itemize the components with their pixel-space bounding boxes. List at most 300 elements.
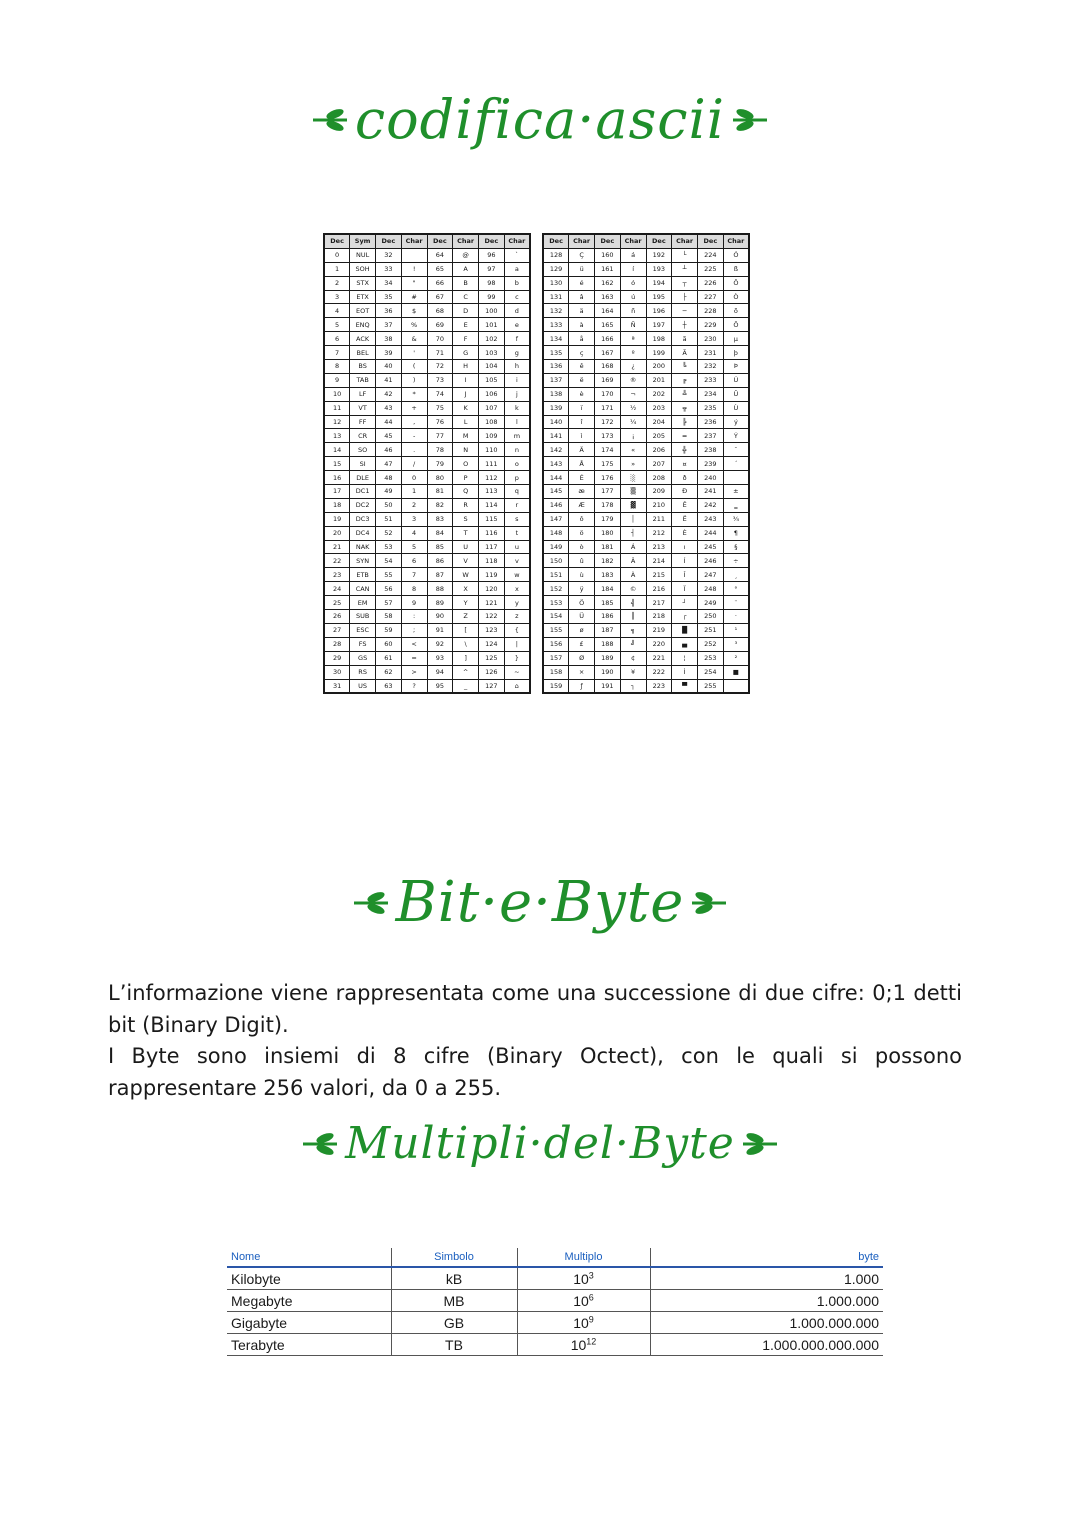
- ascii-dec-cell: 70: [427, 332, 453, 346]
- cell-simbolo: TB: [391, 1334, 517, 1356]
- ascii-sym-cell: DC4: [350, 526, 376, 540]
- column-header-nome: Nome: [227, 1248, 391, 1267]
- ascii-row: [543, 262, 749, 276]
- ascii-char-cell: Ï: [672, 582, 698, 596]
- ascii-char-cell: g: [504, 346, 530, 360]
- ascii-dec-cell: 39: [376, 346, 402, 360]
- ascii-char-cell: O: [453, 457, 479, 471]
- ascii-dec-cell: 113: [479, 485, 505, 499]
- ascii-char-cell: 8: [401, 582, 427, 596]
- ascii-column-header: Dec: [543, 234, 569, 248]
- ascii-dec-cell: 92: [427, 637, 453, 651]
- ascii-row: [324, 318, 530, 332]
- ascii-column-header: Sym: [350, 234, 376, 248]
- ascii-char-cell: a: [504, 262, 530, 276]
- ascii-dec-cell: 190: [595, 665, 621, 679]
- ascii-row: [324, 304, 530, 318]
- ascii-dec-cell: 228: [698, 304, 724, 318]
- multiplo-base: 10: [570, 1336, 587, 1353]
- ascii-row: [543, 651, 749, 665]
- ascii-dec-cell: 157: [543, 651, 569, 665]
- leaf-right-icon: [690, 891, 728, 915]
- ascii-dec-cell: 81: [427, 485, 453, 499]
- ascii-dec-cell: 196: [646, 304, 672, 318]
- ascii-char-cell: └: [672, 248, 698, 262]
- ascii-char-cell: ,: [401, 415, 427, 429]
- ascii-dec-cell: 122: [479, 610, 505, 624]
- ascii-table-image: [323, 233, 750, 694]
- ascii-char-cell: ¸: [723, 568, 749, 582]
- ascii-dec-cell: 231: [698, 346, 724, 360]
- ascii-sym-cell: DC1: [350, 485, 376, 499]
- ascii-char-cell: °: [723, 582, 749, 596]
- ascii-char-cell: b: [504, 276, 530, 290]
- ascii-char-cell: Î: [672, 568, 698, 582]
- ascii-char-cell: û: [569, 554, 595, 568]
- ascii-char-cell: t: [504, 526, 530, 540]
- ascii-char-cell: ▀: [672, 679, 698, 693]
- ascii-dec-cell: 106: [479, 387, 505, 401]
- ascii-char-cell: Ø: [569, 651, 595, 665]
- ascii-row: [543, 360, 749, 374]
- ascii-dec-cell: 25: [324, 596, 350, 610]
- ascii-row: [543, 610, 749, 624]
- ascii-char-cell: |: [504, 637, 530, 651]
- ascii-char-cell: ß: [723, 262, 749, 276]
- ascii-dec-cell: 38: [376, 332, 402, 346]
- ascii-char-cell: w: [504, 568, 530, 582]
- ascii-sym-cell: EM: [350, 596, 376, 610]
- ascii-dec-cell: 206: [646, 443, 672, 457]
- ascii-dec-cell: 248: [698, 582, 724, 596]
- ascii-char-cell: ║: [620, 610, 646, 624]
- ascii-dec-cell: 7: [324, 346, 350, 360]
- ascii-row: [543, 276, 749, 290]
- ascii-sym-cell: BS: [350, 360, 376, 374]
- ascii-dec-cell: 209: [646, 485, 672, 499]
- paragraph-byte: I Byte sono insiemi di 8 cifre (Binary Octect), con le quali si possono rappresentare 256 valori, da 0 a 255.: [108, 1044, 962, 1100]
- ascii-dec-cell: 166: [595, 332, 621, 346]
- ascii-char-cell: ▓: [620, 498, 646, 512]
- ascii-row: [543, 415, 749, 429]
- ascii-sym-cell: ETB: [350, 568, 376, 582]
- ascii-dec-cell: 109: [479, 429, 505, 443]
- ascii-dec-cell: 0: [324, 248, 350, 262]
- ascii-char-cell: Ü: [569, 610, 595, 624]
- ascii-sym-cell: US: [350, 679, 376, 693]
- ascii-dec-cell: 133: [543, 318, 569, 332]
- ascii-dec-cell: 250: [698, 610, 724, 624]
- ascii-dec-cell: 52: [376, 526, 402, 540]
- ascii-char-cell: N: [453, 443, 479, 457]
- ascii-char-cell: ": [401, 276, 427, 290]
- ascii-char-cell: Â: [620, 554, 646, 568]
- ascii-dec-cell: 117: [479, 540, 505, 554]
- ascii-char-cell: â: [569, 290, 595, 304]
- leaf-right-icon: [731, 108, 769, 132]
- table-row: [227, 1290, 883, 1312]
- ascii-char-cell: ¨: [723, 596, 749, 610]
- ascii-row: [543, 623, 749, 637]
- ascii-dec-cell: 138: [543, 387, 569, 401]
- ascii-dec-cell: 219: [646, 623, 672, 637]
- table-row: [227, 1267, 883, 1290]
- ascii-dec-cell: 178: [595, 498, 621, 512]
- ascii-char-cell: p: [504, 471, 530, 485]
- ascii-sym-cell: TAB: [350, 373, 376, 387]
- ascii-char-cell: ╬: [672, 443, 698, 457]
- ascii-dec-cell: 107: [479, 401, 505, 415]
- ascii-dec-cell: 13: [324, 429, 350, 443]
- ascii-row: [543, 318, 749, 332]
- ascii-sym-cell: FF: [350, 415, 376, 429]
- ascii-dec-cell: 61: [376, 651, 402, 665]
- ascii-sym-cell: LF: [350, 387, 376, 401]
- ascii-char-cell: þ: [723, 346, 749, 360]
- ascii-char-cell: «: [620, 443, 646, 457]
- ascii-dec-cell: 21: [324, 540, 350, 554]
- ascii-char-cell: ): [401, 373, 427, 387]
- ascii-char-cell: Å: [569, 457, 595, 471]
- ascii-char-cell: Ã: [672, 346, 698, 360]
- ascii-char-cell: æ: [569, 485, 595, 499]
- ascii-dec-cell: 195: [646, 290, 672, 304]
- ascii-char-cell: Ì: [672, 665, 698, 679]
- ascii-sym-cell: SI: [350, 457, 376, 471]
- ascii-char-cell: ÷: [723, 554, 749, 568]
- ascii-dec-cell: 42: [376, 387, 402, 401]
- ascii-dec-cell: 108: [479, 415, 505, 429]
- ascii-char-cell: Ó: [723, 248, 749, 262]
- ascii-row: [543, 248, 749, 262]
- ascii-row: [543, 471, 749, 485]
- ascii-dec-cell: 74: [427, 387, 453, 401]
- ascii-sym-cell: ESC: [350, 623, 376, 637]
- ascii-char-cell: 6: [401, 554, 427, 568]
- ascii-dec-cell: 187: [595, 623, 621, 637]
- ascii-dec-cell: 79: [427, 457, 453, 471]
- ascii-char-cell: ;: [401, 623, 427, 637]
- ascii-char-cell: ├: [672, 290, 698, 304]
- heading-bit-byte: [0, 870, 1080, 935]
- ascii-char-cell: Õ: [723, 318, 749, 332]
- ascii-row: [543, 429, 749, 443]
- ascii-char-cell: ─: [672, 304, 698, 318]
- ascii-char-cell: ƒ: [569, 679, 595, 693]
- ascii-dec-cell: 51: [376, 512, 402, 526]
- ascii-char-cell: ╠: [672, 415, 698, 429]
- ascii-char-cell: ╣: [620, 596, 646, 610]
- ascii-char-cell: D: [453, 304, 479, 318]
- ascii-dec-cell: 153: [543, 596, 569, 610]
- ascii-char-cell: n: [504, 443, 530, 457]
- ascii-dec-cell: 220: [646, 637, 672, 651]
- heading-multipli-byte: [0, 1118, 1080, 1169]
- ascii-char-cell: ï: [569, 401, 595, 415]
- ascii-dec-cell: 68: [427, 304, 453, 318]
- ascii-char-cell: B: [453, 276, 479, 290]
- ascii-dec-cell: 22: [324, 554, 350, 568]
- ascii-dec-cell: 56: [376, 582, 402, 596]
- heading-title: Bit·e·Byte: [395, 870, 685, 935]
- ascii-dec-cell: 168: [595, 360, 621, 374]
- ascii-char-cell: %: [401, 318, 427, 332]
- ascii-dec-cell: 8: [324, 360, 350, 374]
- ascii-char-cell: Þ: [723, 360, 749, 374]
- ascii-char-cell: 7: [401, 568, 427, 582]
- ascii-char-cell: ö: [569, 526, 595, 540]
- ascii-sym-cell: FS: [350, 637, 376, 651]
- ascii-dec-cell: 89: [427, 596, 453, 610]
- ascii-char-cell: ¤: [672, 457, 698, 471]
- ascii-dec-cell: 23: [324, 568, 350, 582]
- ascii-dec-cell: 221: [646, 651, 672, 665]
- ascii-char-cell: ù: [569, 568, 595, 582]
- cell-nome: Kilobyte: [227, 1267, 391, 1290]
- ascii-char-cell: M: [453, 429, 479, 443]
- ascii-column-header: Char: [401, 234, 427, 248]
- ascii-dec-cell: 64: [427, 248, 453, 262]
- ascii-char-cell: ~: [504, 665, 530, 679]
- ascii-char-cell: ´: [723, 457, 749, 471]
- ascii-char-cell: ╗: [620, 623, 646, 637]
- ascii-char-cell: {: [504, 623, 530, 637]
- ascii-char-cell: e: [504, 318, 530, 332]
- ascii-char-cell: X: [453, 582, 479, 596]
- ascii-dec-cell: 192: [646, 248, 672, 262]
- ascii-dec-cell: 198: [646, 332, 672, 346]
- ascii-dec-cell: 188: [595, 637, 621, 651]
- ascii-dec-cell: 144: [543, 471, 569, 485]
- ascii-dec-cell: 114: [479, 498, 505, 512]
- ascii-char-cell: }: [504, 651, 530, 665]
- ascii-dec-cell: 102: [479, 332, 505, 346]
- ascii-char-cell: h: [504, 360, 530, 374]
- ascii-char-cell: [723, 679, 749, 693]
- ascii-row: [543, 554, 749, 568]
- ascii-dec-cell: 86: [427, 554, 453, 568]
- ascii-char-cell: I: [453, 373, 479, 387]
- ascii-char-cell: ®: [620, 373, 646, 387]
- ascii-dec-cell: 241: [698, 485, 724, 499]
- ascii-char-cell: ¦: [672, 651, 698, 665]
- ascii-char-cell: ñ: [620, 304, 646, 318]
- ascii-dec-cell: 44: [376, 415, 402, 429]
- ascii-dec-cell: 78: [427, 443, 453, 457]
- ascii-char-cell: │: [620, 512, 646, 526]
- cell-byte: 1.000.000: [650, 1290, 883, 1312]
- ascii-char-cell: ì: [569, 429, 595, 443]
- ascii-dec-cell: 244: [698, 526, 724, 540]
- ascii-char-cell: ×: [569, 665, 595, 679]
- ascii-sym-cell: ETX: [350, 290, 376, 304]
- ascii-dec-cell: 132: [543, 304, 569, 318]
- ascii-char-cell: í: [620, 262, 646, 276]
- ascii-char-cell: 4: [401, 526, 427, 540]
- ascii-dec-cell: 143: [543, 457, 569, 471]
- ascii-char-cell: ¬: [620, 387, 646, 401]
- ascii-dec-cell: 212: [646, 526, 672, 540]
- ascii-char-cell: §: [723, 540, 749, 554]
- ascii-row: [324, 665, 530, 679]
- ascii-char-cell: c: [504, 290, 530, 304]
- leaf-left-icon: [352, 891, 390, 915]
- ascii-row: [543, 485, 749, 499]
- ascii-char-cell: Æ: [569, 498, 595, 512]
- ascii-row: [324, 554, 530, 568]
- ascii-char-cell: È: [672, 526, 698, 540]
- ascii-char-cell: 5: [401, 540, 427, 554]
- ascii-column-header: Dec: [479, 234, 505, 248]
- ascii-dec-cell: 194: [646, 276, 672, 290]
- ascii-dec-cell: 139: [543, 401, 569, 415]
- ascii-dec-cell: 235: [698, 401, 724, 415]
- cell-multiplo: [517, 1312, 650, 1334]
- ascii-row: [543, 443, 749, 457]
- ascii-dec-cell: 85: [427, 540, 453, 554]
- ascii-char-cell: H: [453, 360, 479, 374]
- ascii-dec-cell: 11: [324, 401, 350, 415]
- ascii-row: [543, 526, 749, 540]
- ascii-row: [324, 248, 530, 262]
- ascii-dec-cell: 179: [595, 512, 621, 526]
- ascii-dec-cell: 243: [698, 512, 724, 526]
- ascii-dec-cell: 10: [324, 387, 350, 401]
- ascii-row: [324, 471, 530, 485]
- ascii-char-cell: 2: [401, 498, 427, 512]
- ascii-dec-cell: 98: [479, 276, 505, 290]
- cell-multiplo: [517, 1334, 650, 1356]
- ascii-dec-cell: 43: [376, 401, 402, 415]
- ascii-dec-cell: 146: [543, 498, 569, 512]
- ascii-sym-cell: GS: [350, 651, 376, 665]
- ascii-char-cell: v: [504, 554, 530, 568]
- ascii-dec-cell: 135: [543, 346, 569, 360]
- ascii-row: [324, 290, 530, 304]
- ascii-char-cell: ‗: [723, 498, 749, 512]
- ascii-dec-cell: 197: [646, 318, 672, 332]
- ascii-dec-cell: 110: [479, 443, 505, 457]
- ascii-sym-cell: NUL: [350, 248, 376, 262]
- ascii-row: [324, 485, 530, 499]
- ascii-row: [324, 457, 530, 471]
- ascii-char-cell: +: [401, 401, 427, 415]
- ascii-dec-cell: 18: [324, 498, 350, 512]
- ascii-dec-cell: 171: [595, 401, 621, 415]
- ascii-dec-cell: 94: [427, 665, 453, 679]
- ascii-row: [324, 346, 530, 360]
- ascii-sym-cell: CAN: [350, 582, 376, 596]
- ascii-char-cell: j: [504, 387, 530, 401]
- leaf-left-icon: [301, 1132, 339, 1156]
- ascii-char-cell: ╔: [672, 373, 698, 387]
- ascii-char-cell: `: [504, 248, 530, 262]
- ascii-sym-cell: BEL: [350, 346, 376, 360]
- ascii-char-cell: U: [453, 540, 479, 554]
- ascii-char-cell: ý: [723, 415, 749, 429]
- ascii-dec-cell: 95: [427, 679, 453, 693]
- ascii-char-cell: @: [453, 248, 479, 262]
- ascii-dec-cell: 14: [324, 443, 350, 457]
- ascii-char-cell: F: [453, 332, 479, 346]
- column-header-simbolo: Simbolo: [391, 1248, 517, 1267]
- ascii-column-header: Dec: [595, 234, 621, 248]
- ascii-dec-cell: 213: [646, 540, 672, 554]
- ascii-char-cell: å: [569, 332, 595, 346]
- ascii-dec-cell: 252: [698, 637, 724, 651]
- ascii-dec-cell: 210: [646, 498, 672, 512]
- cell-nome: Megabyte: [227, 1290, 391, 1312]
- ascii-row: [543, 457, 749, 471]
- ascii-dec-cell: 37: [376, 318, 402, 332]
- ascii-column-header: Dec: [376, 234, 402, 248]
- ascii-dec-cell: 20: [324, 526, 350, 540]
- multiplo-exponent: 12: [586, 1335, 597, 1346]
- ascii-char-cell: »: [620, 457, 646, 471]
- ascii-column-header: Char: [453, 234, 479, 248]
- ascii-dec-cell: 227: [698, 290, 724, 304]
- ascii-char-cell: ê: [569, 360, 595, 374]
- ascii-dec-cell: 177: [595, 485, 621, 499]
- ascii-char-cell: ┐: [620, 679, 646, 693]
- ascii-row: [324, 623, 530, 637]
- ascii-dec-cell: 255: [698, 679, 724, 693]
- ascii-sym-cell: CR: [350, 429, 376, 443]
- ascii-char-cell: P: [453, 471, 479, 485]
- cell-nome: Terabyte: [227, 1334, 391, 1356]
- ascii-char-cell: i: [504, 373, 530, 387]
- ascii-sym-cell: DC3: [350, 512, 376, 526]
- ascii-dec-cell: 63: [376, 679, 402, 693]
- ascii-dec-cell: 170: [595, 387, 621, 401]
- ascii-dec-cell: 46: [376, 443, 402, 457]
- ascii-char-cell: E: [453, 318, 479, 332]
- ascii-dec-cell: 130: [543, 276, 569, 290]
- ascii-char-cell: ÿ: [569, 582, 595, 596]
- ascii-char-cell: 1: [401, 485, 427, 499]
- table-row: [227, 1334, 883, 1356]
- ascii-row: [324, 610, 530, 624]
- ascii-dec-cell: 84: [427, 526, 453, 540]
- ascii-char-cell: ^: [453, 665, 479, 679]
- ascii-dec-cell: 96: [479, 248, 505, 262]
- ascii-dec-cell: 205: [646, 429, 672, 443]
- ascii-char-cell: ¥: [620, 665, 646, 679]
- ascii-char-cell: ı: [672, 540, 698, 554]
- ascii-dec-cell: 167: [595, 346, 621, 360]
- ascii-char-cell: ²: [723, 651, 749, 665]
- ascii-dec-cell: 242: [698, 498, 724, 512]
- ascii-dec-cell: 136: [543, 360, 569, 374]
- ascii-char-cell: ¹: [723, 623, 749, 637]
- ascii-char-cell: ▒: [620, 485, 646, 499]
- ascii-dec-cell: 34: [376, 276, 402, 290]
- ascii-dec-cell: 47: [376, 457, 402, 471]
- ascii-char-cell: >: [401, 665, 427, 679]
- ascii-dec-cell: 119: [479, 568, 505, 582]
- ascii-dec-cell: 232: [698, 360, 724, 374]
- table-row: [227, 1312, 883, 1334]
- ascii-dec-cell: 189: [595, 651, 621, 665]
- ascii-dec-cell: 208: [646, 471, 672, 485]
- ascii-dec-cell: 172: [595, 415, 621, 429]
- ascii-char-cell: *: [401, 387, 427, 401]
- ascii-dec-cell: 158: [543, 665, 569, 679]
- ascii-dec-cell: 128: [543, 248, 569, 262]
- ascii-dec-cell: 76: [427, 415, 453, 429]
- ascii-char-cell: é: [569, 276, 595, 290]
- ascii-char-cell: ¡: [620, 429, 646, 443]
